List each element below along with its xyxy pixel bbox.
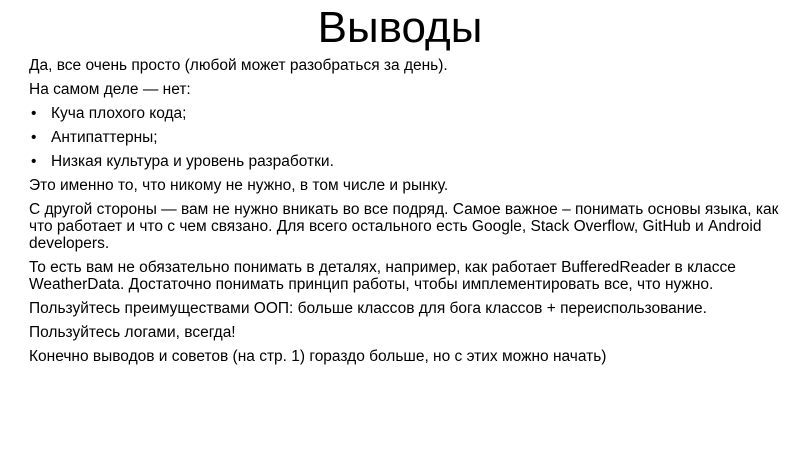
final-text: Конечно выводов и советов (на стр. 1) гораздо больше, но с этих можно начать) bbox=[29, 348, 607, 365]
list-item bbox=[29, 129, 779, 146]
problems-list bbox=[29, 105, 779, 170]
logs-text: Пользуйтесь логами, всегда! bbox=[29, 324, 236, 341]
bullet-icon: • bbox=[31, 153, 37, 170]
slide-body bbox=[29, 57, 779, 372]
nobody-needs-text: Это именно то, что никому не нужно, в том числе и рынку. bbox=[29, 177, 449, 194]
list-item-text: Куча плохого кода; bbox=[51, 105, 187, 122]
list-item-text: Антипаттерны; bbox=[51, 129, 158, 146]
slide-title: Выводы bbox=[317, 3, 483, 52]
bullet-icon: • bbox=[31, 105, 37, 122]
list-item-text: Низкая культура и уровень разработки. bbox=[51, 153, 334, 170]
actually-text: На самом деле — нет: bbox=[29, 81, 191, 98]
list-item bbox=[29, 153, 779, 170]
other-side-text: С другой стороны — вам не нужно вникать во все подряд. Самое важное – понимать основы языка, как что работает и что с чем связано. Для всего остального есть Google, Stack Overflow, GitHub и Android developers. bbox=[29, 201, 779, 252]
intro-text: Да, все очень просто (любой может разобраться за день). bbox=[29, 57, 448, 74]
oop-text: Пользуйтесь преимуществами ООП: больше классов для бога классов + переиспользование. bbox=[29, 300, 707, 317]
list-item bbox=[29, 105, 779, 122]
details-text: То есть вам не обязательно понимать в деталях, например, как работает BufferedReader в классе WeatherData. Достаточно понимать принцип работы, чтобы имплементировать все, что нужно. bbox=[29, 259, 736, 293]
bullet-icon: • bbox=[31, 129, 37, 146]
